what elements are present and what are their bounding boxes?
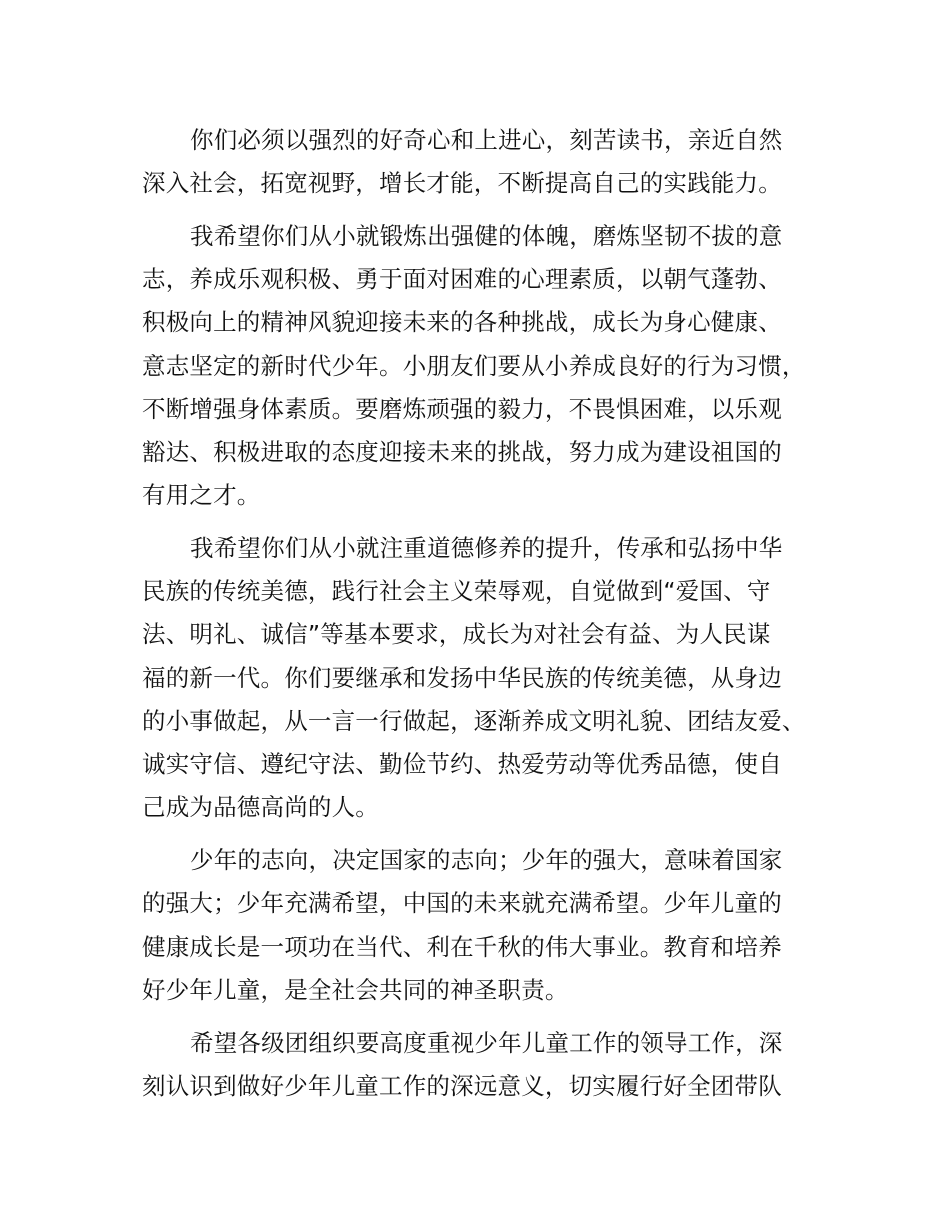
text-line: 健康成长是一项功在当代、利在千秋的伟大事业。教育和培养	[142, 933, 782, 961]
text-line: 的强大；少年充满希望，中国的未来就充满希望。少年儿童的	[142, 889, 782, 917]
text-line: 希望各级团组织要高度重视少年儿童工作的领导工作，深	[190, 1029, 783, 1057]
text-line: 福的新一代。你们要继承和发扬中华民族的传统美德，从身边	[142, 664, 782, 692]
text-line: 我希望你们从小就注重道德修养的提升，传承和弘扬中华	[190, 534, 783, 562]
text-line: 意志坚定的新时代少年。小朋友们要从小养成良好的行为习惯，	[142, 352, 806, 380]
text-line: 有用之才。	[142, 481, 261, 509]
text-line: 不断增强身体素质。要磨炼顽强的毅力，不畏惧困难，以乐观	[142, 395, 782, 423]
text-line: 豁达、积极进取的态度迎接未来的挑战，努力成为建设祖国的	[142, 438, 782, 466]
text-line: 民族的传统美德，践行社会主义荣辱观，自觉做到“爱国、守	[142, 577, 771, 605]
text-line: 少年的志向，决定国家的志向；少年的强大，意味着国家	[190, 846, 783, 874]
text-line: 己成为品德高尚的人。	[142, 793, 379, 821]
text-line: 志，养成乐观积极、勇于面对困难的心理素质，以朝气蓬勃、	[142, 265, 782, 293]
text-line: 积极向上的精神风貌迎接未来的各种挑战，成长为身心健康、	[142, 308, 782, 336]
text-line: 你们必须以强烈的好奇心和上进心，刻苦读书，亲近自然	[190, 126, 783, 154]
text-line: 我希望你们从小就锻炼出强健的体魄，磨炼坚韧不拔的意	[190, 222, 783, 250]
text-line: 刻认识到做好少年儿童工作的深远意义，切实履行好全团带队	[142, 1072, 782, 1100]
text-line: 好少年儿童，是全社会共同的神圣职责。	[142, 976, 569, 1004]
text-line: 的小事做起，从一言一行做起，逐渐养成文明礼貌、团结友爱、	[142, 707, 806, 735]
text-line: 诚实守信、遵纪守法、勤俭节约、热爱劳动等优秀品德，使自	[142, 750, 782, 778]
text-line: 法、明礼、诚信”等基本要求，成长为对社会有益、为人民谋	[142, 620, 771, 648]
text-line: 深入社会，拓宽视野，增长才能，不断提高自己的实践能力。	[142, 169, 782, 197]
